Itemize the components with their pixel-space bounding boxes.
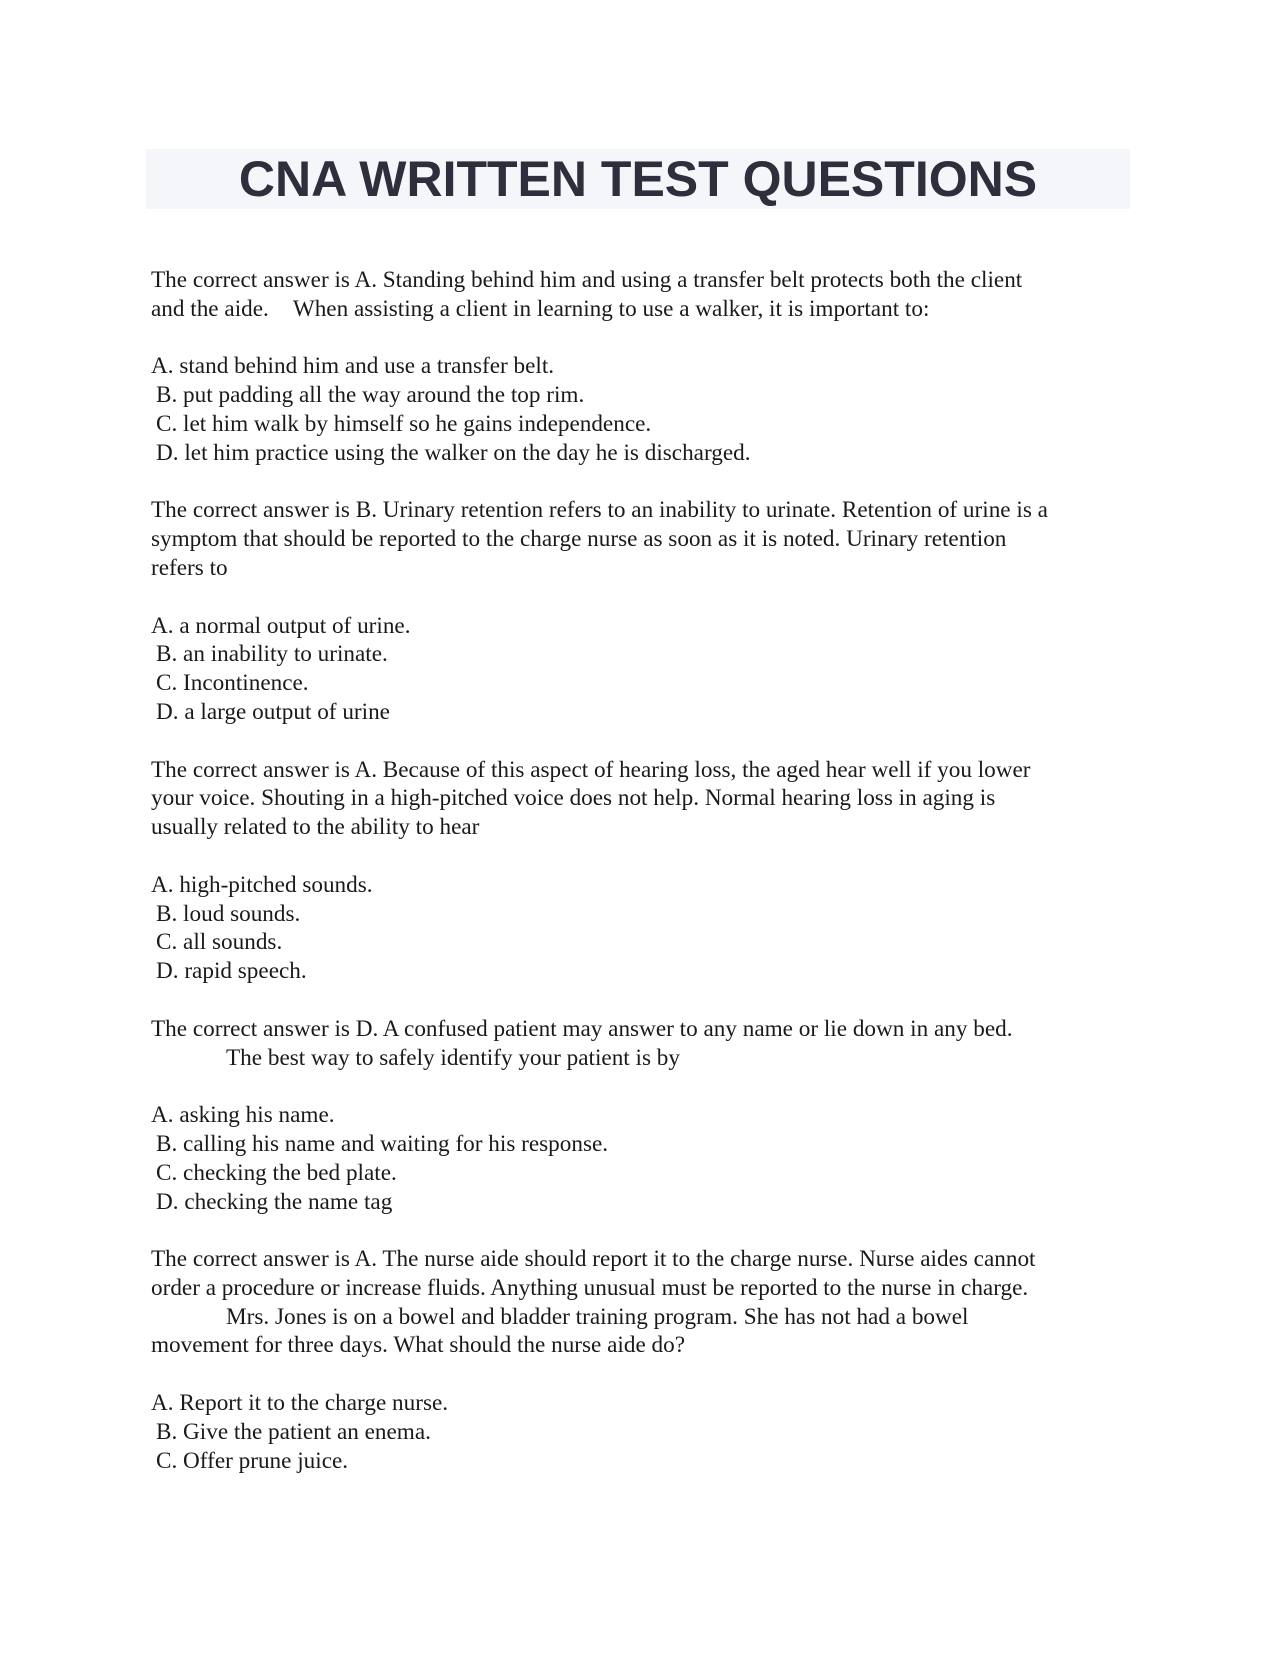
question-3-options — [151, 871, 1141, 986]
question-3-text — [151, 756, 1141, 842]
question-1-text — [151, 266, 1141, 324]
question-block-2 — [151, 496, 1141, 726]
question-1-line-2 — [151, 295, 1141, 324]
question-1-option-c: C. let him walk by himself so he gains independence. — [156, 410, 652, 437]
question-4-option-a: A. asking his name. — [151, 1102, 335, 1129]
document-body — [151, 266, 1141, 1475]
question-2-option-a: A. a normal output of urine. — [151, 612, 411, 639]
question-block-4 — [151, 1015, 1141, 1217]
question-3-line-1: The correct answer is A. Because of this aspect of hearing loss, the aged hear well if you lower — [151, 756, 1031, 783]
question-4-text — [151, 1015, 1141, 1073]
question-2-option-b: B. an inability to urinate. — [156, 641, 388, 668]
question-5-line-4: movement for three days. What should the nurse aide do? — [151, 1332, 686, 1359]
question-1-option-b: B. put padding all the way around the top rim. — [156, 382, 585, 409]
question-4-line-2 — [151, 1044, 1141, 1073]
question-5-option-b: B. Give the patient an enema. — [156, 1418, 431, 1445]
question-2-option-d: D. a large output of urine — [156, 698, 390, 725]
question-5-text — [151, 1245, 1141, 1360]
question-4-option-b: B. calling his name and waiting for his response. — [156, 1130, 609, 1157]
question-4-line-2-text: The best way to safely identify your patient is by — [226, 1044, 680, 1071]
question-1-line-2b: When assisting a client in learning to use a walker, it is important to: — [292, 295, 930, 322]
question-3-line-2: your voice. Shouting in a high-pitched voice does not help. Normal hearing loss in aging is — [151, 785, 996, 812]
question-2-line-1: The correct answer is B. Urinary retention refers to an inability to urinate. Retention of urine is a — [151, 497, 1048, 524]
question-block-5 — [151, 1245, 1141, 1475]
question-5-line-3-text: Mrs. Jones is on a bowel and bladder training program. She has not had a bowel — [226, 1303, 969, 1330]
question-3-line-3: usually related to the ability to hear — [151, 814, 480, 841]
question-2-option-c: C. Incontinence. — [156, 670, 309, 697]
question-3-option-c: C. all sounds. — [156, 929, 283, 956]
page-title: CNA WRITTEN TEST QUESTIONS — [238, 151, 1038, 207]
question-1-options — [151, 352, 1141, 467]
question-5-line-3 — [151, 1303, 1141, 1332]
question-1-option-a: A. stand behind him and use a transfer belt. — [151, 353, 555, 380]
question-1-line-2a: and the aide. — [151, 295, 269, 322]
question-2-line-3: refers to — [151, 554, 228, 581]
question-3-option-d: D. rapid speech. — [156, 958, 307, 985]
question-5-line-2: order a procedure or increase fluids. Anything unusual must be reported to the nurse in charge. — [151, 1274, 1029, 1301]
question-5-option-a: A. Report it to the charge nurse. — [151, 1390, 449, 1417]
question-4-line-1: The correct answer is D. A confused patient may answer to any name or lie down in any bed. — [151, 1015, 1013, 1042]
question-2-text — [151, 496, 1141, 582]
question-4-option-d: D. checking the name tag — [156, 1188, 393, 1215]
question-5-option-c: C. Offer prune juice. — [156, 1447, 349, 1474]
question-4-option-c: C. checking the bed plate. — [156, 1159, 397, 1186]
question-1-line-1: The correct answer is A. Standing behind him and using a transfer belt protects both the client — [151, 267, 1023, 293]
question-3-option-a: A. high-pitched sounds. — [151, 871, 373, 898]
question-2-options — [151, 612, 1141, 727]
question-2-line-2: symptom that should be reported to the charge nurse as soon as it is noted. Urinary retention — [151, 526, 1007, 553]
question-4-options — [151, 1101, 1141, 1216]
question-5-line-1: The correct answer is A. The nurse aide should report it to the charge nurse. Nurse aides cannot — [151, 1246, 1036, 1273]
question-1-option-d: D. let him practice using the walker on the day he is discharged. — [156, 439, 751, 466]
question-block-1 — [151, 266, 1141, 468]
question-5-options — [151, 1389, 1141, 1475]
question-3-option-b: B. loud sounds. — [156, 900, 301, 927]
question-block-3 — [151, 756, 1141, 986]
